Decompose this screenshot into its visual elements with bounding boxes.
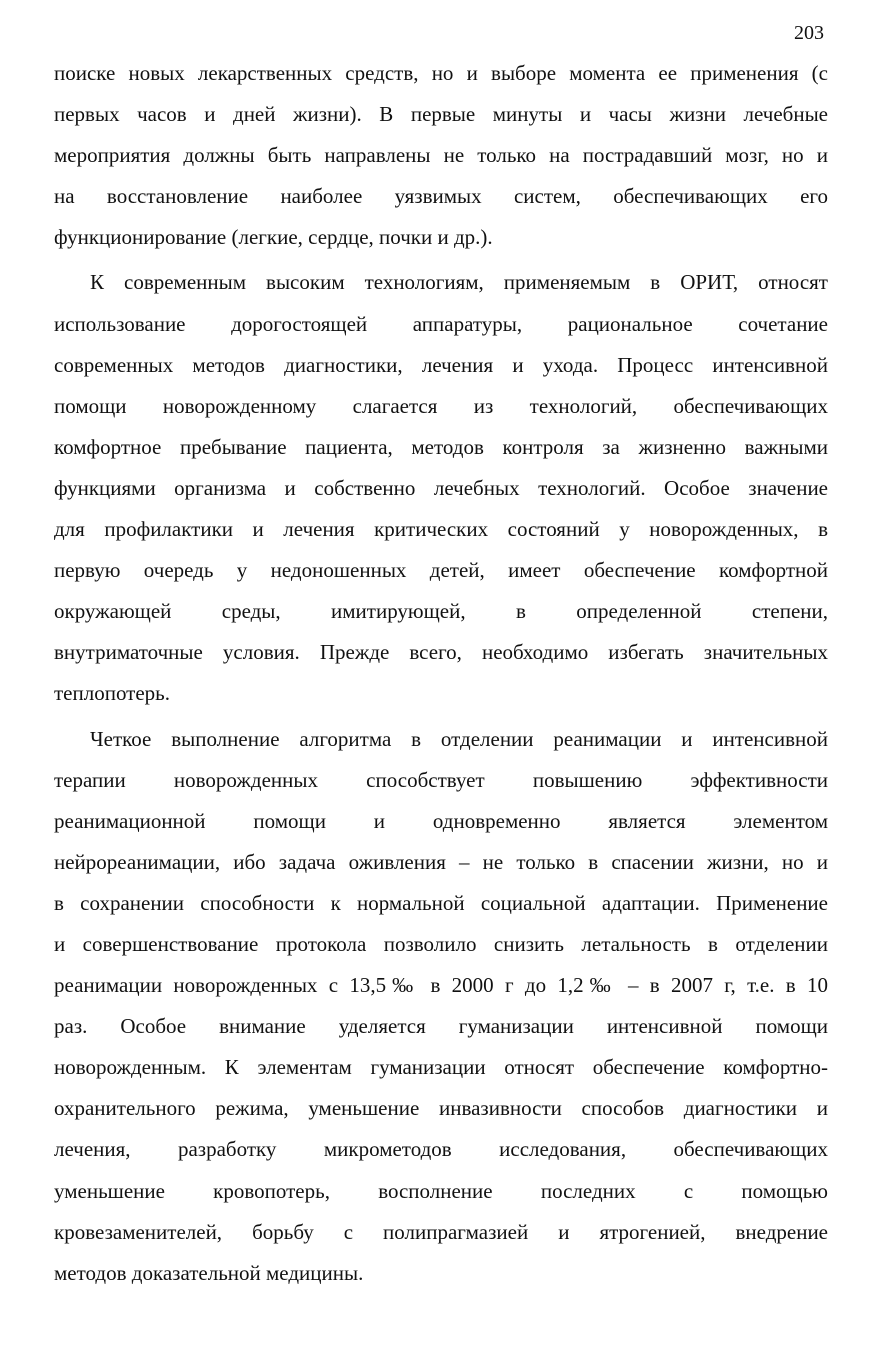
text-line: раз. Особое внимание уделяется гуманизации интенсивной помощи bbox=[54, 1014, 828, 1039]
body-text bbox=[54, 53, 828, 1294]
paragraph-1 bbox=[54, 53, 828, 258]
text-line: кровезаменителей, борьбу с полипрагмазией и ятрогенией, внедрение bbox=[54, 1219, 828, 1244]
text-line: первую очередь у недоношенных детей, имеет обеспечение комфортной bbox=[54, 558, 828, 583]
text-line: лечения, разработку микрометодов исследования, обеспечивающих bbox=[54, 1137, 828, 1162]
text-line: теплопотерь. bbox=[54, 681, 171, 706]
text-line: в сохранении способности к нормальной социальной адаптации. Применение bbox=[54, 890, 828, 915]
text-line: внутриматочные условия. Прежде всего, необходимо избегать значительных bbox=[54, 640, 828, 665]
text-line: мероприятия должны быть направлены не только на пострадавший мозг, но и bbox=[54, 143, 828, 168]
text-line: использование дорогостоящей аппаратуры, рациональное сочетание bbox=[54, 311, 828, 336]
text-line: для профилактики и лечения критических состояний у новорожденных, в bbox=[54, 517, 828, 542]
text-line: Четкое выполнение алгоритма в отделении реанимации и интенсивной bbox=[90, 726, 828, 751]
text-line: окружающей среды, имитирующей, в определенной степени, bbox=[54, 599, 828, 624]
text-line: нейрореанимации, ибо задача оживления – не только в спасении жизни, но и bbox=[54, 849, 828, 874]
text-line: реанимации новорожденных с 13,5‰ в 2000 г до 1,2‰ – в 2007 г, т.е. в 10 bbox=[54, 973, 828, 998]
text-line: и совершенствование протокола позволило снизить летальность в отделении bbox=[54, 931, 828, 956]
text-line: терапии новорожденных способствует повышению эффективности bbox=[54, 767, 828, 792]
text-line: на восстановление наиболее уязвимых систем, обеспечивающих его bbox=[54, 184, 828, 209]
text-line: поиске новых лекарственных средств, но и выборе момента ее применения (с bbox=[54, 61, 828, 85]
text-line: новорожденным. К элементам гуманизации относят обеспечение комфортно- bbox=[54, 1055, 828, 1080]
text-line: современных методов диагностики, лечения и ухода. Процесс интенсивной bbox=[54, 352, 828, 377]
text-line: реанимационной помощи и одновременно является элементом bbox=[54, 808, 828, 833]
text-line: комфортное пребывание пациента, методов контроля за жизненно важными bbox=[54, 434, 828, 459]
text-line: охранительного режима, уменьшение инвазивности способов диагностики и bbox=[54, 1096, 828, 1121]
paragraph-3 bbox=[54, 719, 828, 1294]
text-line: К современным высоким технологиям, применяемым в ОРИТ, относят bbox=[90, 270, 828, 295]
text-line: методов доказательной медицины. bbox=[54, 1260, 364, 1285]
text-line: функциями организма и собственно лечебных технологий. Особое значение bbox=[54, 475, 828, 500]
text-line: первых часов и дней жизни). В первые минуты и часы жизни лечебные bbox=[54, 102, 828, 127]
text-line: уменьшение кровопотерь, восполнение последних с помощью bbox=[54, 1178, 828, 1203]
text-line: помощи новорожденному слагается из технологий, обеспечивающих bbox=[54, 393, 828, 418]
page-number: 203 bbox=[794, 22, 824, 44]
paragraph-2 bbox=[54, 262, 828, 714]
text-line: функционирование (легкие, сердце, почки и др.). bbox=[54, 225, 493, 250]
